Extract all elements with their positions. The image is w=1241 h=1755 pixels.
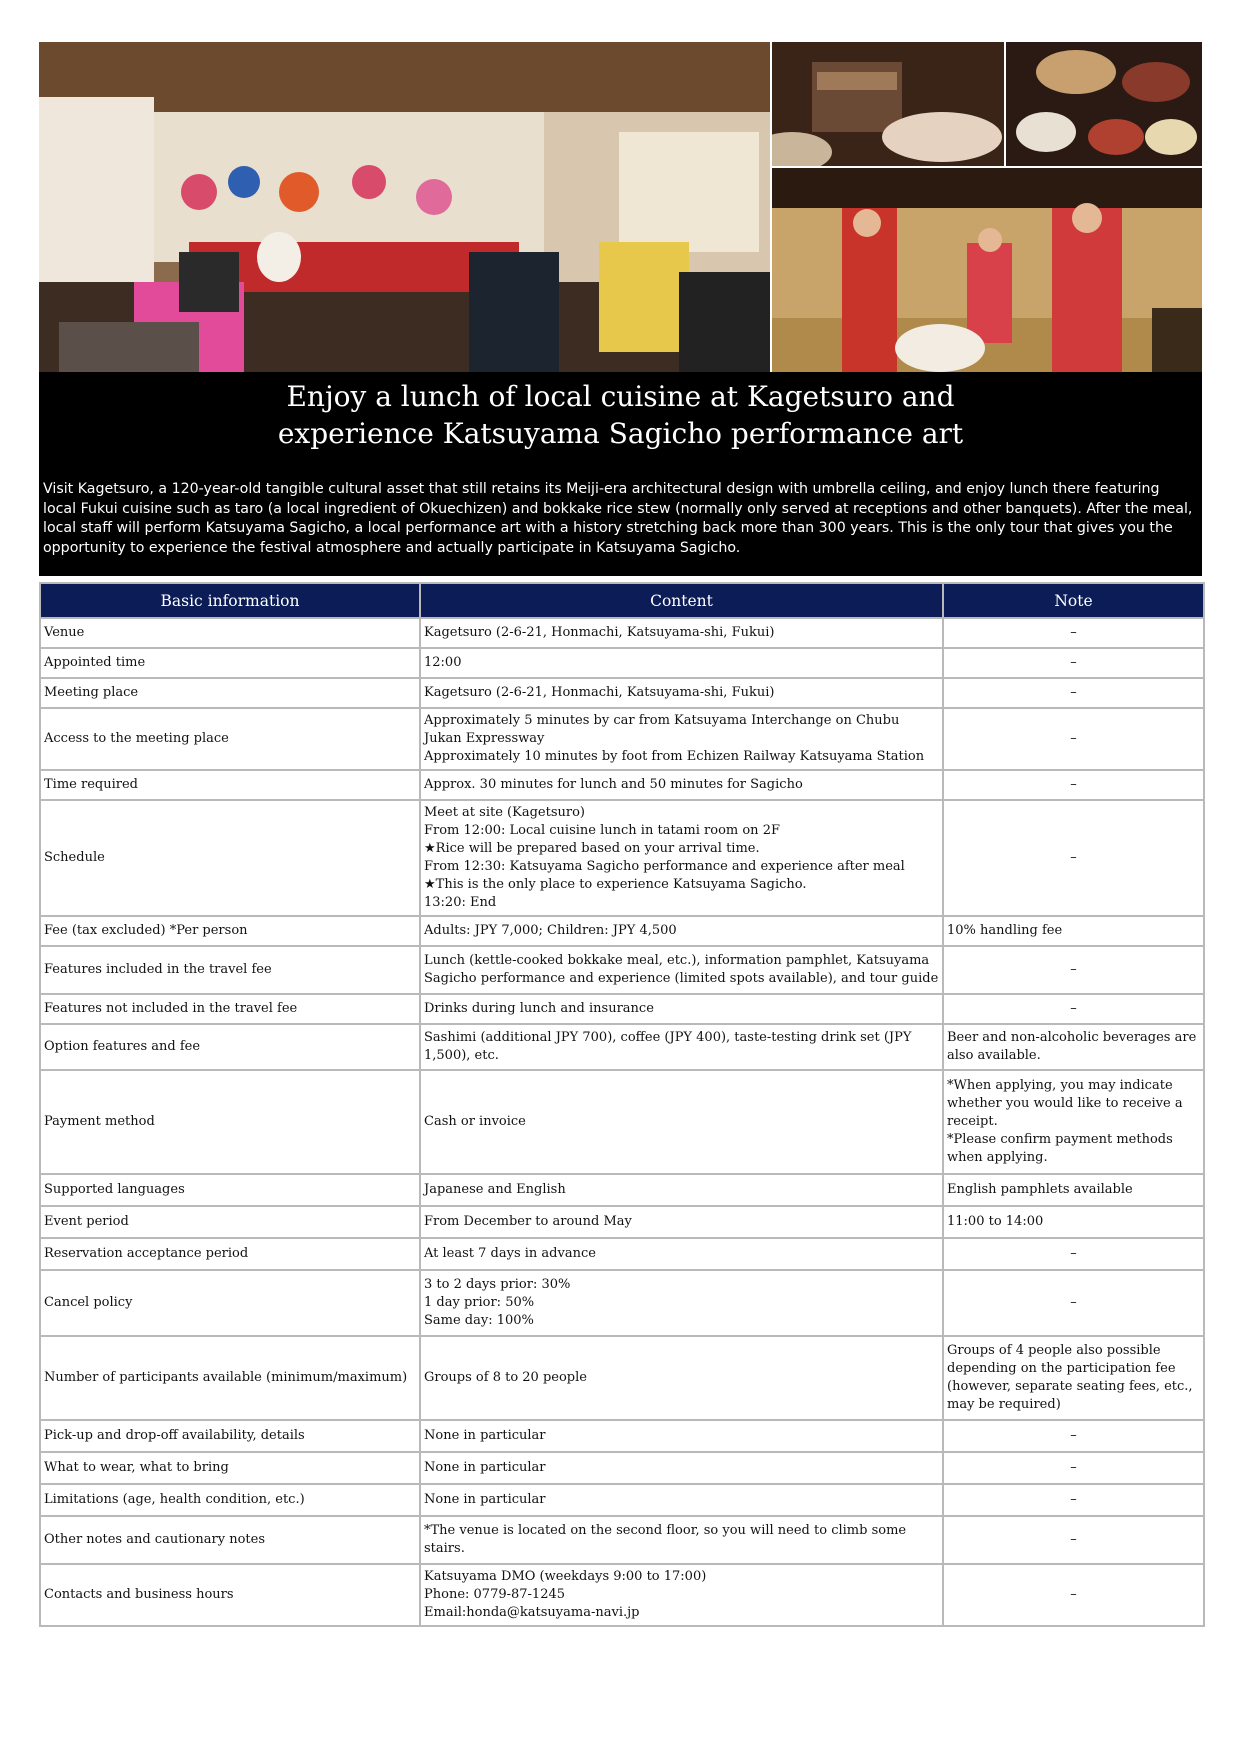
row-content: Adults: JPY 7,000; Children: JPY 4,500 [420, 916, 943, 946]
table-row [40, 1024, 1204, 1070]
row-label: Venue [40, 618, 420, 648]
row-note: – [943, 1516, 1204, 1564]
table-row [40, 1516, 1204, 1564]
table-row [40, 618, 1204, 648]
table-row [40, 708, 1204, 770]
row-content: 12:00 [420, 648, 943, 678]
row-content: 3 to 2 days prior: 30% 1 day prior: 50% Same day: 100% [420, 1270, 943, 1336]
row-content: Kagetsuro (2-6-21, Honmachi, Katsuyama-shi, Fukui) [420, 678, 943, 708]
table-row [40, 648, 1204, 678]
page-title-line1: Enjoy a lunch of local cuisine at Kagetsuro and [286, 380, 955, 413]
row-content: None in particular [420, 1484, 943, 1516]
row-note: – [943, 618, 1204, 648]
title-banner [39, 372, 1202, 576]
row-label: Payment method [40, 1070, 420, 1174]
row-note: – [943, 994, 1204, 1024]
row-content: Sashimi (additional JPY 700), coffee (JPY 400), taste-testing drink set (JPY 1,500), etc. [420, 1024, 943, 1070]
row-label: Pick-up and drop-off availability, details [40, 1420, 420, 1452]
row-label: Fee (tax excluded) *Per person [40, 916, 420, 946]
row-content: None in particular [420, 1420, 943, 1452]
table-row [40, 1070, 1204, 1174]
tour-info-table [39, 582, 1205, 1627]
row-content: Cash or invoice [420, 1070, 943, 1174]
row-note: – [943, 946, 1204, 994]
table-row [40, 1420, 1204, 1452]
row-label: Other notes and cautionary notes [40, 1516, 420, 1564]
table-row [40, 1238, 1204, 1270]
row-content: Japanese and English [420, 1174, 943, 1206]
sagicho-performance-photo [39, 42, 770, 372]
row-label: Event period [40, 1206, 420, 1238]
table-row [40, 770, 1204, 800]
row-content: *The venue is located on the second floor, so you will need to climb some stairs. [420, 1516, 943, 1564]
header-basic-information: Basic information [40, 583, 420, 618]
row-note: English pamphlets available [943, 1174, 1204, 1206]
row-note: – [943, 708, 1204, 770]
header-note: Note [943, 583, 1204, 618]
table-row [40, 946, 1204, 994]
row-content: Approx. 30 minutes for lunch and 50 minutes for Sagicho [420, 770, 943, 800]
row-note: – [943, 1270, 1204, 1336]
row-note: 10% handling fee [943, 916, 1204, 946]
table-row [40, 1452, 1204, 1484]
page-title [39, 378, 1202, 452]
row-content: Meet at site (Kagetsuro) From 12:00: Local cuisine lunch in tatami room on 2F ★Rice will be prepared based on your arrival time. From 12:30: Katsuyama Sagicho performance and experience after meal ★This is the only place to experience Katsuyama Sagicho. 13:20: End [420, 800, 943, 916]
row-note: – [943, 1564, 1204, 1626]
row-label: Schedule [40, 800, 420, 916]
table-header-row [40, 583, 1204, 618]
row-note: – [943, 1484, 1204, 1516]
row-content: Approximately 5 minutes by car from Katsuyama Interchange on Chubu Jukan Expressway Approximately 10 minutes by foot from Echizen Railway Katsuyama Station [420, 708, 943, 770]
row-label: Supported languages [40, 1174, 420, 1206]
row-label: Cancel policy [40, 1270, 420, 1336]
header-content: Content [420, 583, 943, 618]
row-content: Groups of 8 to 20 people [420, 1336, 943, 1420]
table-row [40, 916, 1204, 946]
row-note: – [943, 1420, 1204, 1452]
table-row [40, 1270, 1204, 1336]
row-label: Time required [40, 770, 420, 800]
row-note: – [943, 678, 1204, 708]
row-label: Meeting place [40, 678, 420, 708]
photo-collage [39, 42, 1202, 372]
table-row [40, 1206, 1204, 1238]
row-content: Kagetsuro (2-6-21, Honmachi, Katsuyama-shi, Fukui) [420, 618, 943, 648]
table-row [40, 800, 1204, 916]
row-label: Option features and fee [40, 1024, 420, 1070]
row-note: – [943, 770, 1204, 800]
row-note: – [943, 1452, 1204, 1484]
row-note: Groups of 4 people also possible depending on the participation fee (however, separate seating fees, etc., may be required) [943, 1336, 1204, 1420]
row-note: 11:00 to 14:00 [943, 1206, 1204, 1238]
row-content: Drinks during lunch and insurance [420, 994, 943, 1024]
row-content: Katsuyama DMO (weekdays 9:00 to 17:00) Phone: 0779-87-1245 Email:honda@katsuyama-navi.jp [420, 1564, 943, 1626]
row-label: Features included in the travel fee [40, 946, 420, 994]
row-note: Beer and non-alcoholic beverages are also available. [943, 1024, 1204, 1070]
row-label: What to wear, what to bring [40, 1452, 420, 1484]
kettle-dish-photo [772, 42, 1004, 166]
page-title-line2: experience Katsuyama Sagicho performance art [277, 417, 964, 450]
table-row [40, 1484, 1204, 1516]
row-label: Access to the meeting place [40, 708, 420, 770]
cuisine-spread-photo [1006, 42, 1202, 166]
table-row [40, 1336, 1204, 1420]
row-label: Reservation acceptance period [40, 1238, 420, 1270]
sagicho-dancers-photo [772, 168, 1202, 372]
row-label: Appointed time [40, 648, 420, 678]
tour-description: Visit Kagetsuro, a 120-year-old tangible cultural asset that still retains its Meiji-era architectural design with umbrella ceiling, and enjoy lunch there featuring local Fukui cuisine such as taro (a local ingredient of Okuechizen) and bokkake rice stew (normally only served at receptions and other banquets). After the meal, local staff will perform Katsuyama Sagicho, a local performance art with a history stretching back more than 300 years. This is the only tour that gives you the opportunity to experience the festival atmosphere and actually participate in Katsuyama Sagicho. [43, 481, 1193, 556]
row-note: – [943, 1238, 1204, 1270]
row-note: – [943, 648, 1204, 678]
row-label: Limitations (age, health condition, etc.) [40, 1484, 420, 1516]
row-label: Number of participants available (minimum/maximum) [40, 1336, 420, 1420]
table-row [40, 1174, 1204, 1206]
row-content: From December to around May [420, 1206, 943, 1238]
table-row [40, 994, 1204, 1024]
row-content: None in particular [420, 1452, 943, 1484]
row-note: *When applying, you may indicate whether you would like to receive a receipt. *Please confirm payment methods when applying. [943, 1070, 1204, 1174]
table-row [40, 678, 1204, 708]
row-note: – [943, 800, 1204, 916]
row-label: Features not included in the travel fee [40, 994, 420, 1024]
row-label: Contacts and business hours [40, 1564, 420, 1626]
row-content: Lunch (kettle-cooked bokkake meal, etc.), information pamphlet, Katsuyama Sagicho performance and experience (limited spots available), and tour guide [420, 946, 943, 994]
table-row [40, 1564, 1204, 1626]
row-content: At least 7 days in advance [420, 1238, 943, 1270]
